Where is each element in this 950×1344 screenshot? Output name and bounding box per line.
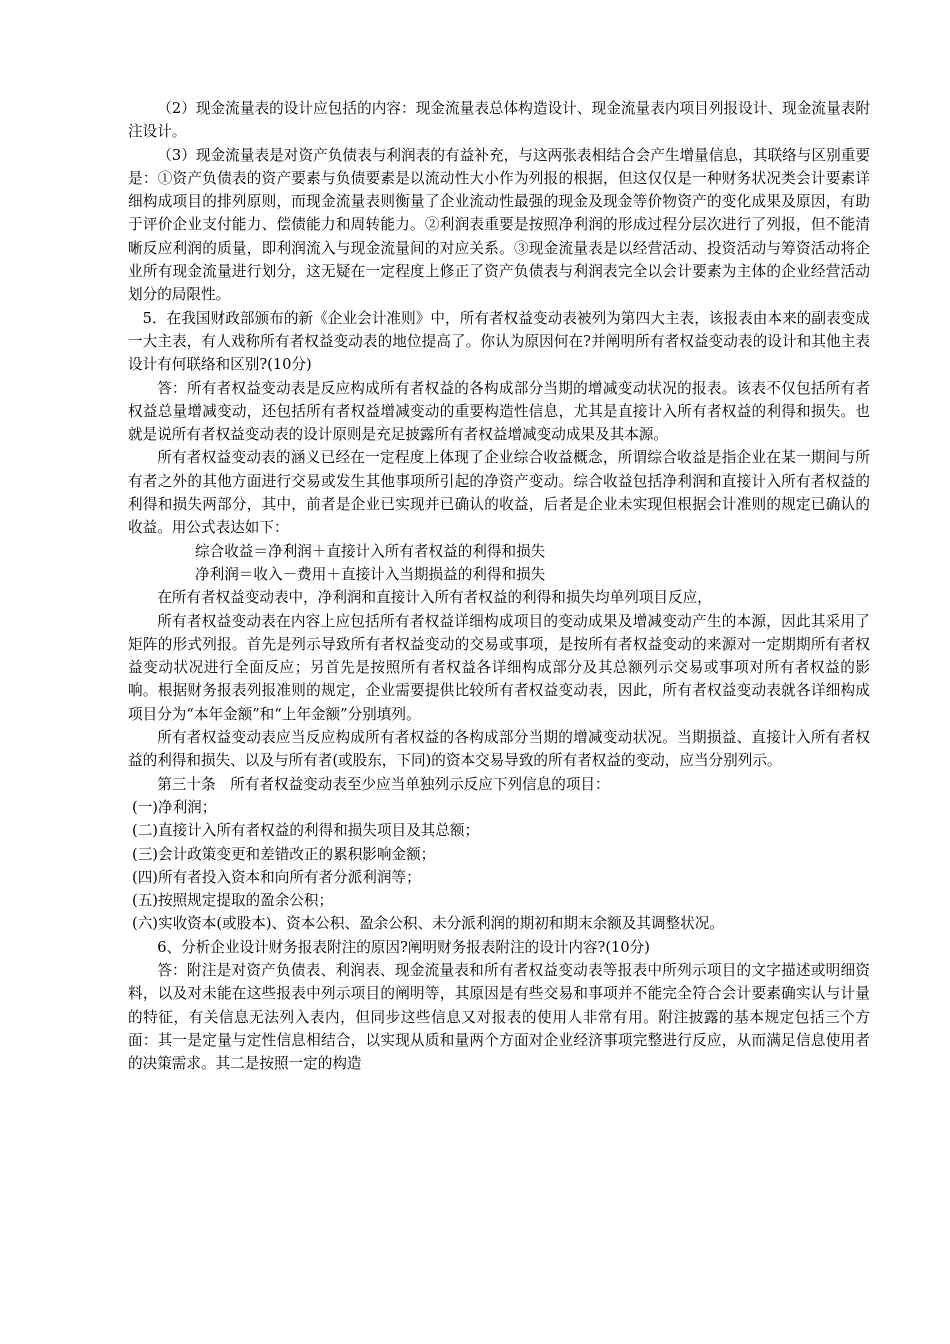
article-30-heading: 第三十条 所有者权益变动表至少应当单独列示反应下列信息的项目：: [157, 775, 610, 793]
net-profit-listing-paragraph: 在所有者权益变动表中，净利润和直接计入所有者权益的利得和损失均单列项目反应，: [157, 589, 712, 607]
matrix-format-paragraph: 所有者权益变动表在内容上应包括所有者权益详细构成项目的变动成果及增减变动产生的本源，因此其采用了矩阵的形式列报。首先是列示导致所有者权益变动的交易或事项，是按所有者权益变动的来源对一定期期所有者权益变动状况进行全面反应；另首先是按照所有者权益各详细构成部分及其总额列示交易或事项对所有者权益的影响。根据财务报表列报准则的规定，企业需要提供比较所有者权益变动表，因此，所有者权益变动表就各详细构成项目分为“本年金额”和“上年金额”分别填列。: [128, 612, 870, 723]
separate-listing-paragraph: 所有者权益变动表应当反应构成所有者权益的各构成部分当期的增减变动状况。当期损益、直接计入所有者权益的利得和损失、以及与所有者(或股东，下同)的资本交易导致的所有者权益的变动，应当分别列示。: [128, 729, 870, 770]
list-item: (四)所有者投入资本和向所有者分派利润等；: [132, 868, 421, 886]
paragraph-3-cashflow-relation: （3）现金流量表是对资产负债表与利润表的有益补充，与这两张表相结合会产生增量信息，其联络与区别重要是：①资产负债表的资产要素与负债要素是以流动性大小作为列报的根据，但这仅仅是一种财务状况类会计要素详细构成项目的排列原则，而现金流量表则衡量了企业流动性最强的现金及现金等价物资产的变化成果及原因，有助于评价企业支付能力、偿债能力和周转能力。②利润表重要是按照净利润的形成过程分层次进行了列报，但不能清晰反应利润的质量，即利润流入与现金流量间的对应关系。③现金流量表是以经营活动、投资活动与筹资活动将企业所有现金流量进行划分，这无疑在一定程度上修正了资产负债表与利润表完全以会计要素为主体的企业经营活动划分的局限性。: [128, 146, 870, 304]
answer-5-intro: 答：所有者权益变动表是反应构成所有者权益的各构成部分当期的增减变动状况的报表。该表不仅包括所有者权益总量增减变动，还包括所有者权益增减变动的重要构造性信息，尤其是直接计入所有者权益的利得和损失。也就是说所有者权益变动表的设计原则是充足披露所有者权益增减变动成果及其本源。: [128, 379, 870, 444]
formula-net-profit: 净利润＝收入－费用＋直接计入当期损益的利得和损失: [195, 565, 546, 583]
comprehensive-income-paragraph: 所有者权益变动表的涵义已经在一定程度上体现了企业综合收益概念，所谓综合收益是指企业在某一期间与所有者之外的其他方面进行交易或发生其他事项所引起的净资产变动。综合收益包括净利润和直接计入所有者权益的利得和损失两部分，其中，前者是企业已实现并已确认的收益，后者是企业未实现但根据会计准则的规定已确认的收益。用公式表达如下：: [128, 449, 870, 537]
question-6: 6、分析企业设计财务报表附注的原因?阐明财务报表附注的设计内容?(10分): [157, 938, 650, 956]
answer-6: 答：附注是对资产负债表、利润表、现金流量表和所有者权益变动表等报表中所列示项目的文字描述或明细资料，以及对未能在这些报表中列示项目的阐明等，其原因是有些交易和事项并不能完全符合会计要素确实认与计量的特征，有关信息无法列入表内，但同步这些信息又对报表的使用人非常有用。附注披露的基本规定包括三个方面：其一是定量与定性信息相结合，以实现从质和量两个方面对企业经济事项完整进行反应，从而满足信息使用者的决策需求。其二是按照一定的构造: [128, 961, 870, 1073]
formula-comprehensive-income: 综合收益＝净利润＋直接计入所有者权益的利得和损失: [195, 542, 546, 560]
question-5: 5．在我国财政部颁布的新《企业会计准则》中，所有者权益变动表被列为第四大主表，该报表由本来的副表变成一大主表，有人戏称所有者权益变动表的地位提高了。你认为原因何在?并阐明所有者权益变动表的设计和其他主表设计有何联络和区别?(10分): [128, 309, 870, 374]
list-item: (一)净利润；: [132, 798, 217, 816]
paragraph-2-cashflow-design: （2）现金流量表的设计应包括的内容：现金流量表总体构造设计、现金流量表内项目列报设计、现金流量表附注设计。: [128, 100, 870, 141]
list-item: (三)会计政策变更和差错改正的累积影响金额；: [132, 845, 436, 863]
document-body: [128, 97, 870, 1075]
list-item: (六)实收资本(或股本)、资本公积、盈余公积、未分派利润的期初和期末余额及其调整状况。: [132, 915, 724, 933]
list-item: (五)按照规定提取的盈余公积；: [132, 892, 334, 910]
list-item: (二)直接计入所有者权益的利得和损失项目及其总额；: [132, 822, 480, 840]
